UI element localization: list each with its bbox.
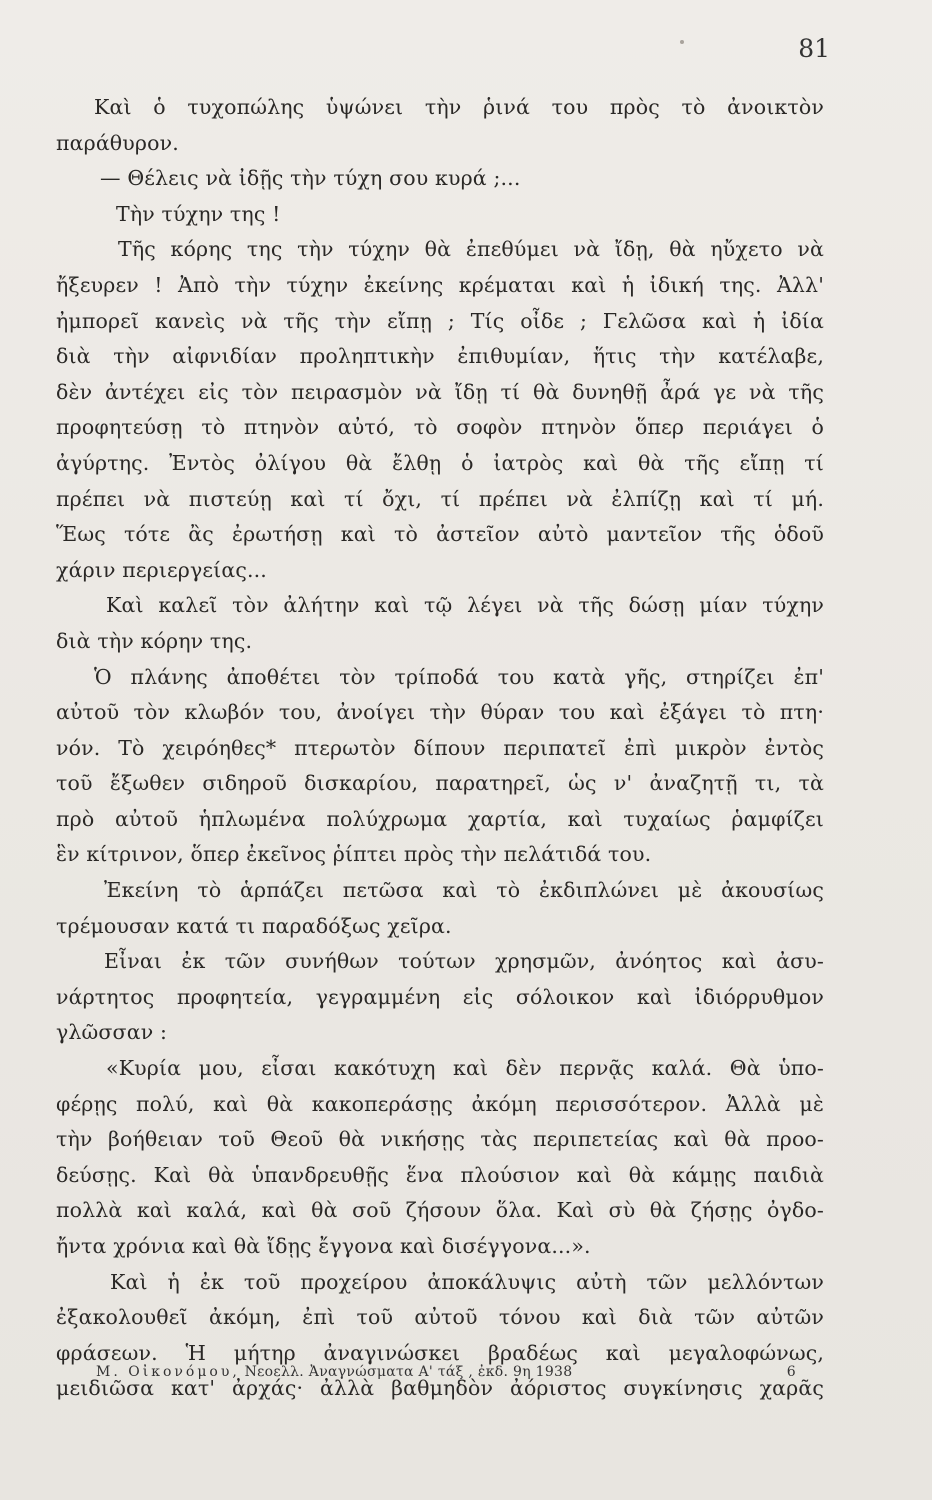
text-line: Εἶναι ἐκ τῶν συνήθων τούτων χρησμῶν, ἀνόητος καὶ ἀσυ- [104,949,824,974]
body-text [56,90,824,1407]
text-line: Ὁ πλάνης ἀποθέτει τὸν τρίποδά του κατὰ γῆς, στηρίζει ἐπ' [94,664,824,689]
text-line: ἠμπορεῖ κανεὶς νὰ τῆς τὴν εἴπῃ ; Τίς οἶδε ; Γελῶσα καὶ ἡ ἰδία [56,308,824,333]
text-line: πρέπει νὰ πιστεύῃ καὶ τί ὄχι, τί πρέπει νὰ ἐλπίζῃ καὶ τί μή. [56,486,824,511]
page-footer [96,1364,796,1380]
paper-speck [680,40,684,44]
text-line: τὴν βοήθειαν τοῦ Θεοῦ θὰ νικήσῃς τὰς περιπετείας καὶ θὰ προο- [56,1127,824,1152]
text-line: δὲν ἀντέχει εἰς τὸν πειρασμὸν νὰ ἴδῃ τί θὰ δυνηθῇ ἆρά γε νὰ τῆς [56,379,824,404]
text-line: ἓν κίτρινον, ὅπερ ἐκεῖνος ῥίπτει πρὸς τὴν πελάτιδά του. [56,842,652,867]
text-line: ἀγύρτης. Ἐντὸς ὀλίγου θὰ ἔλθῃ ὁ ἰατρὸς καὶ θὰ τῆς εἴπῃ τί [56,450,824,475]
text-line: φράσεων. Ἡ μήτηρ ἀναγινώσκει βραδέως καὶ μεγαλοφώνως, [56,1340,824,1365]
text-line: φέρῃς πολύ, καὶ θὰ κακοπεράσῃς ἀκόμη περισσότερον. Ἀλλὰ μὲ [56,1091,824,1116]
text-line: ἐξακολουθεῖ ἀκόμη, ἐπὶ τοῦ αὐτοῦ τόνου καὶ διὰ τῶν αὐτῶν [56,1305,824,1330]
text-line: Τὴν τύχην της ! [116,201,281,226]
text-line: τοῦ ἔξωθεν σιδηροῦ δισκαρίου, παρατηρεῖ, ὡς ν' ἀναζητῇ τι, τὰ [56,771,824,796]
text-line: πρὸ αὐτοῦ ἡπλωμένα πολύχρωμα χαρτία, καὶ τυχαίως ῥαμφίζει [56,806,824,831]
text-line: διὰ τὴν αἰφνιδίαν προληπτικὴν ἐπιθυμίαν, ἥτις τὴν κατέλαβε, [56,344,824,369]
text-line: ἤξευρεν ! Ἀπὸ τὴν τύχην ἐκείνης κρέμαται καὶ ἡ ἰδική της. Ἀλλ' [56,272,824,297]
text-line: Ἐκείνη τὸ ἁρπάζει πετῶσα καὶ τὸ ἐκδιπλώνει μὲ ἀκουσίως [104,878,824,903]
text-line: διὰ τὴν κόρην της. [56,628,253,653]
text-line: Ἕως τότε ἂς ἐρωτήσῃ καὶ τὸ ἀστεῖον αὐτὸ μαντεῖον τῆς ὁδοῦ [56,522,824,547]
text-line: αὐτοῦ τὸν κλωβόν του, ἀνοίγει τὴν θύραν του καὶ ἐξάγει τὸ πτη· [56,700,824,725]
text-line: παράθυρον. [56,130,179,155]
text-line: μειδιῶσα κατ' ἀρχάς· ἀλλὰ βαθμηδὸν ἀόριστος συγκίνησις χαρᾶς [56,1376,824,1401]
text-line: πολλὰ καὶ καλά, καὶ θὰ σοῦ ζήσουν ὅλα. Καὶ σὺ θὰ ζήσῃς ὀγδο- [56,1198,824,1223]
text-line: χάριν περιεργείας... [56,557,267,582]
text-line: «Κυρία μου, εἶσαι κακότυχη καὶ δὲν περνᾷς καλά. Θὰ ὑπο- [106,1056,824,1081]
text-line: γλῶσσαν : [56,1020,168,1045]
text-line: Τῆς κόρης της τὴν τύχην θὰ ἐπεθύμει νὰ ἴδῃ, θὰ ηὔχετο νὰ [118,237,824,262]
signature-mark: 6 [786,1364,796,1380]
footer-author: Μ. Οἰκονόμου, [96,1364,240,1380]
text-line: Καὶ ὁ τυχοπώλης ὑψώνει τὴν ῥινά του πρὸς τὸ ἀνοικτὸν [94,95,824,119]
text-line: — Θέλεις νὰ ἰδῇς τὴν τύχη σου κυρά ;... [100,166,521,191]
text-line: Καὶ καλεῖ τὸν ἀλήτην καὶ τῷ λέγει νὰ τῆς δώσῃ μίαν τύχην [106,593,824,618]
text-line: Καὶ ἡ ἐκ τοῦ προχείρου ἀποκάλυψις αὐτὴ τῶν μελλόντων [110,1269,824,1294]
text-line: προφητεύσῃ τὸ πτηνὸν αὐτό, τὸ σοφὸν πτηνὸν ὅπερ περιάγει ὁ [56,415,824,440]
footer-citation: Νεοελλ. Ἀναγνώσματα Α' τάξ , ἐκδ. 9η 1938 [239,1364,573,1380]
text-line: ἤντα χρόνια καὶ θὰ ἴδῃς ἔγγονα καὶ δισέγγονα...». [56,1234,591,1258]
text-line: τρέμουσαν κατά τι παραδόξως χεῖρα. [56,913,452,938]
page-number: 81 [798,34,830,63]
text-line: δεύσῃς. Καὶ θὰ ὑπανδρευθῇς ἕνα πλούσιον καὶ θὰ κάμῃς παιδιὰ [56,1162,824,1187]
text-line: νάρτητος προφητεία, γεγραμμένη εἰς σόλοικον καὶ ἰδιόρρυθμον [56,984,824,1009]
text-line: νόν. Τὸ χειρόηθες* πτερωτὸν δίπουν περιπατεῖ ἐπὶ μικρὸν ἐντὸς [56,735,824,760]
